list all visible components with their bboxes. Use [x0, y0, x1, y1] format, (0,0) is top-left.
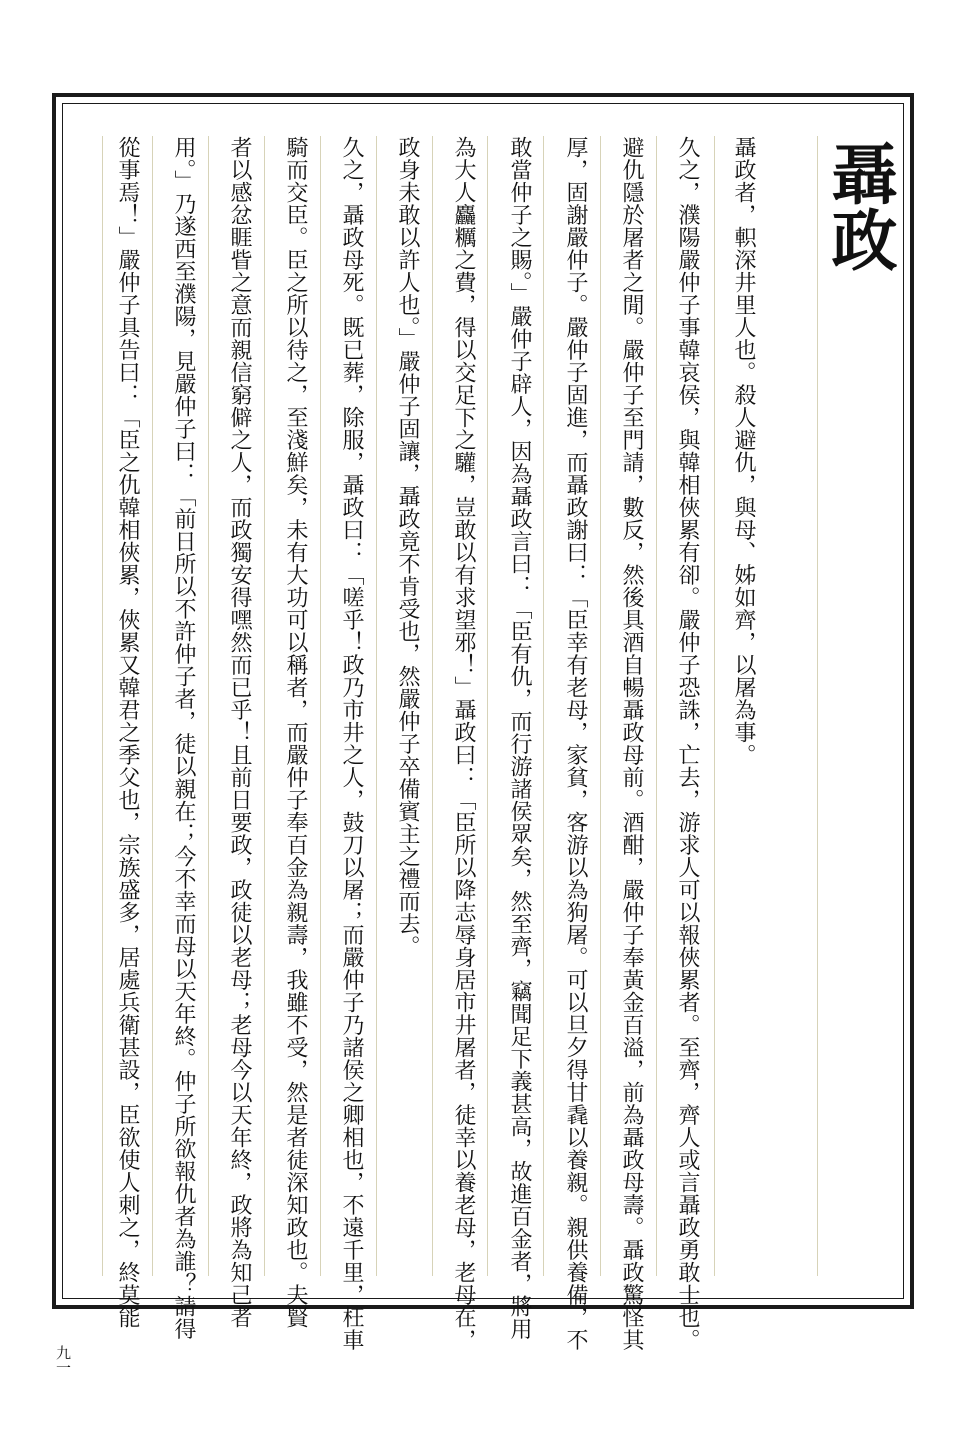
text-column: 騎而交臣。臣之所以待之，至淺鮮矣，未有大功可以稱者，而嚴仲子奉百金為親壽，我雖不受，然是者徒深知政也。夫賢	[283, 136, 308, 1329]
column-rule	[432, 136, 433, 1276]
column-rule	[656, 136, 657, 1276]
text-column: 用。」乃遂西至濮陽，見嚴仲子曰：「前日所以不許仲子者，徒以親在；今不幸而母以天年終。仲子所欲報仇者為誰？請得	[171, 136, 196, 1340]
column-rule	[102, 136, 103, 1276]
text-column: 政身未敢以許人也。」嚴仲子固讓，聶政竟不肯受也，然嚴仲子卒備賓主之禮而去。	[395, 136, 420, 958]
text-column: 厚，固謝嚴仲子。嚴仲子固進，而聶政謝曰：「臣幸有老母，家貧，客游以為狗屠。可以旦夕得甘毳以養親。親供養備，不	[563, 136, 588, 1351]
text-column: 久之，濮陽嚴仲子事韓哀侯，與韓相俠累有卻。嚴仲子恐誅，亡去，游求人可以報俠累者。至齊，齊人或言聶政勇敢士也。	[675, 136, 700, 1351]
column-rule	[208, 136, 209, 1276]
column-rule	[152, 136, 153, 1276]
column-rule	[264, 136, 265, 1276]
column-rule	[376, 136, 377, 1276]
text-column: 從事焉！」嚴仲子具告曰：「臣之仇韓相俠累，俠累又韓君之季父也，宗族盛多，居處兵衛甚設，臣欲使人刺之，終莫能	[115, 136, 140, 1329]
text-column: 久之，聶政母死。既已葬，除服，聶政曰：「嗟乎！政乃市井之人，鼓刀以屠；而嚴仲子乃諸侯之卿相也，不遠千里，枉車	[339, 136, 364, 1351]
column-rule	[600, 136, 601, 1276]
text-column: 為大人麤糲之費，得以交足下之驩，豈敢以有求望邪！」聶政曰：「臣所以降志辱身居市井屠者，徒幸以養老母，老母在，	[451, 136, 476, 1351]
column-rule	[543, 136, 544, 1276]
column-rule	[487, 136, 488, 1276]
text-column: 聶政者，軹深井里人也。殺人避仇，與母、姊如齊，以屠為事。	[731, 136, 756, 766]
page-title: 聶政	[820, 140, 898, 272]
column-rule	[320, 136, 321, 1276]
column-rule	[817, 136, 818, 1276]
text-column: 敢當仲子之賜。」嚴仲子辟人，因為聶政言曰：「臣有仇，而行游諸侯眾矣，然至齊，竊聞足下義甚高，故進百金者，將用	[507, 136, 532, 1340]
text-column: 避仇隱於屠者之閒。嚴仲子至門請，數反，然後具酒自暢聶政母前。酒酣，嚴仲子奉黃金百溢，前為聶政母壽。聶政驚怪其	[619, 136, 644, 1351]
text-column: 者以感忿睚眥之意而親信窮僻之人，而政獨安得嘿然而已乎！且前日要政，政徒以老母；老母今以天年終，政將為知己者	[227, 136, 252, 1329]
page-number: 九一	[54, 1345, 72, 1375]
column-rule	[714, 136, 715, 1276]
